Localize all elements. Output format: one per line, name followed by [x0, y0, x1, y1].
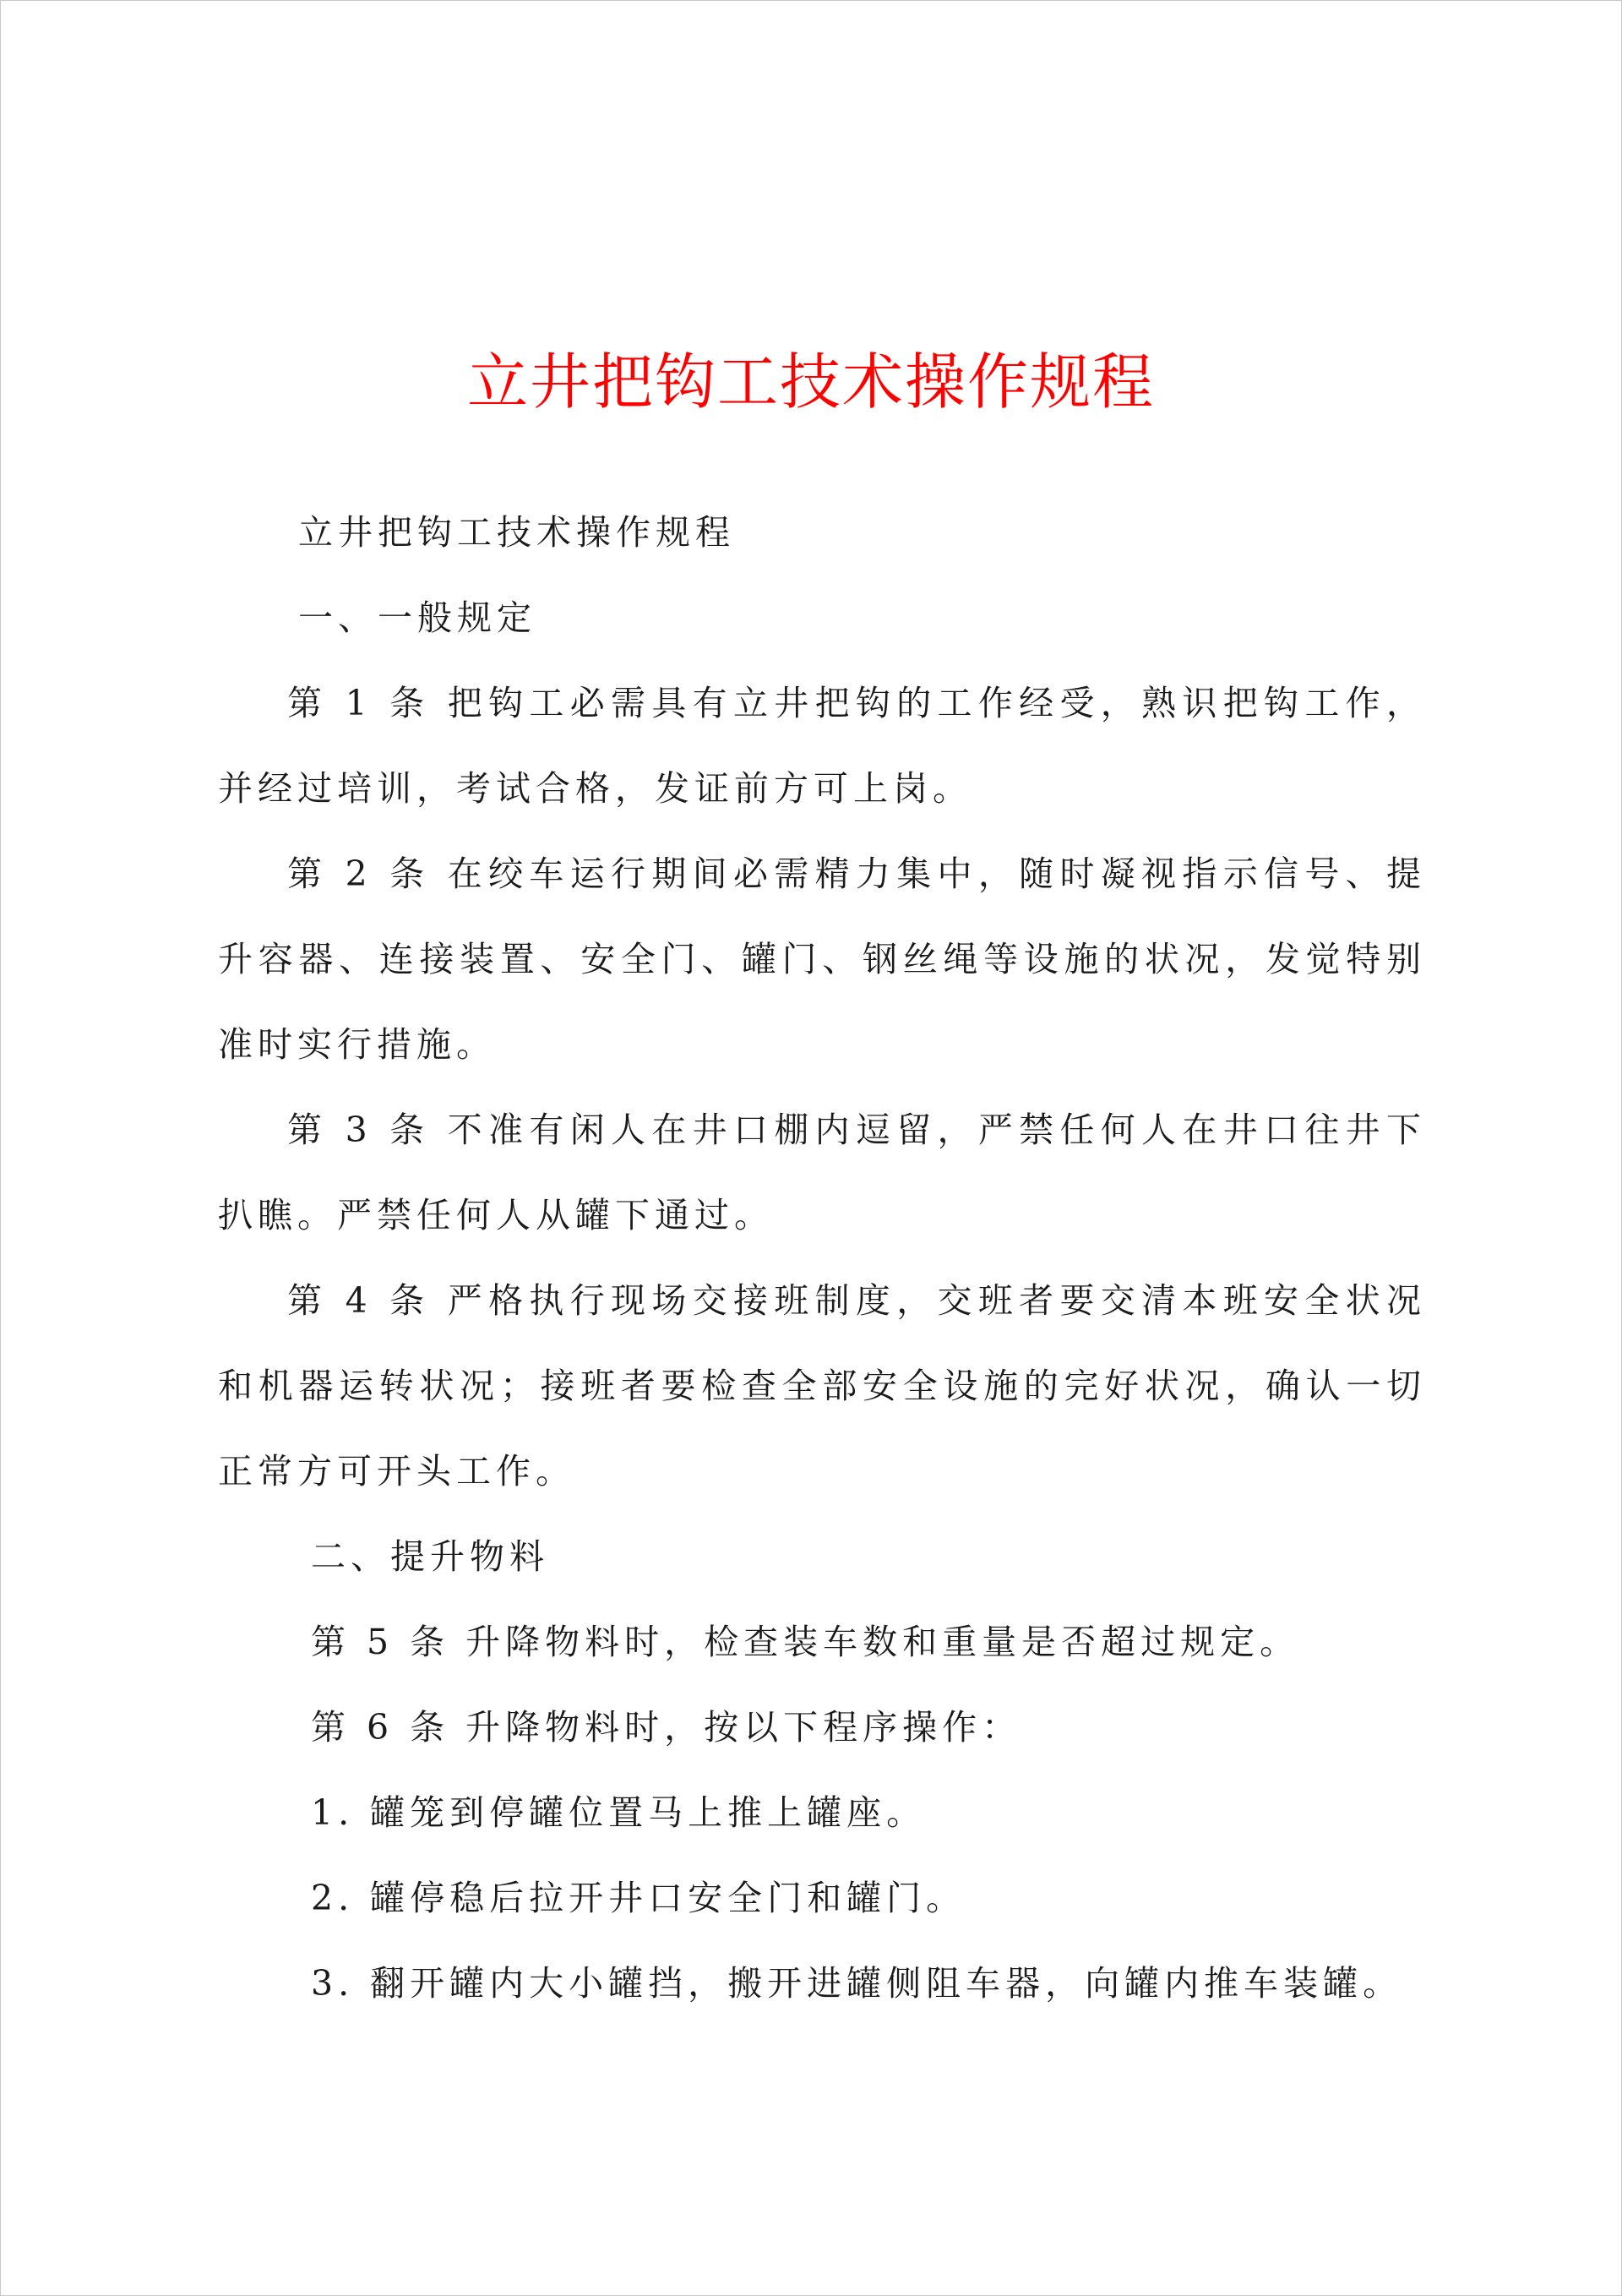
article-2: 第 2 条 在绞车运行期间必需精力集中，随时凝视指示信号、提升容器、连接装置、安全门、罐门、钢丝绳等设施的状况，发觉特别准时实行措施。	[218, 854, 1426, 1065]
document-body	[218, 490, 1426, 2026]
list-item: 3. 翻开罐内大小罐挡，搬开进罐侧阻车器，向罐内推车装罐。	[311, 1963, 1403, 2004]
article-1: 第 1 条 把钩工必需具有立井把钩的工作经受，熟识把钩工作，并经过培训，考试合格，发证前方可上岗。	[218, 683, 1426, 809]
article-6: 第 6 条 升降物料时，按以下程序操作：	[311, 1707, 1022, 1748]
document-title: 立井把钩工技术操作规程	[466, 346, 1155, 417]
article-4: 第 4 条 严格执行现场交接班制度，交班者要交清本班安全状况和机器运转状况；接班者要检查全部安全设施的完好状况，确认一切正常方可开头工作。	[218, 1280, 1426, 1492]
list-item: 1. 罐笼到停罐位置马上推上罐座。	[311, 1792, 927, 1833]
section-heading-general: 一、一般规定	[298, 597, 536, 638]
section-heading-hoisting: 二、提升物料	[311, 1536, 549, 1577]
article-3: 第 3 条 不准有闲人在井口棚内逗留，严禁任何人在井口往井下扒瞧。严禁任何人从罐下通过。	[218, 1110, 1426, 1235]
list-item: 2. 罐停稳后拉开井口安全门和罐门。	[311, 1878, 966, 1918]
article-5: 第 5 条 升降物料时，检查装车数和重量是否超过规定。	[311, 1622, 1300, 1662]
intro-heading: 立井把钩工技术操作规程	[298, 512, 735, 553]
